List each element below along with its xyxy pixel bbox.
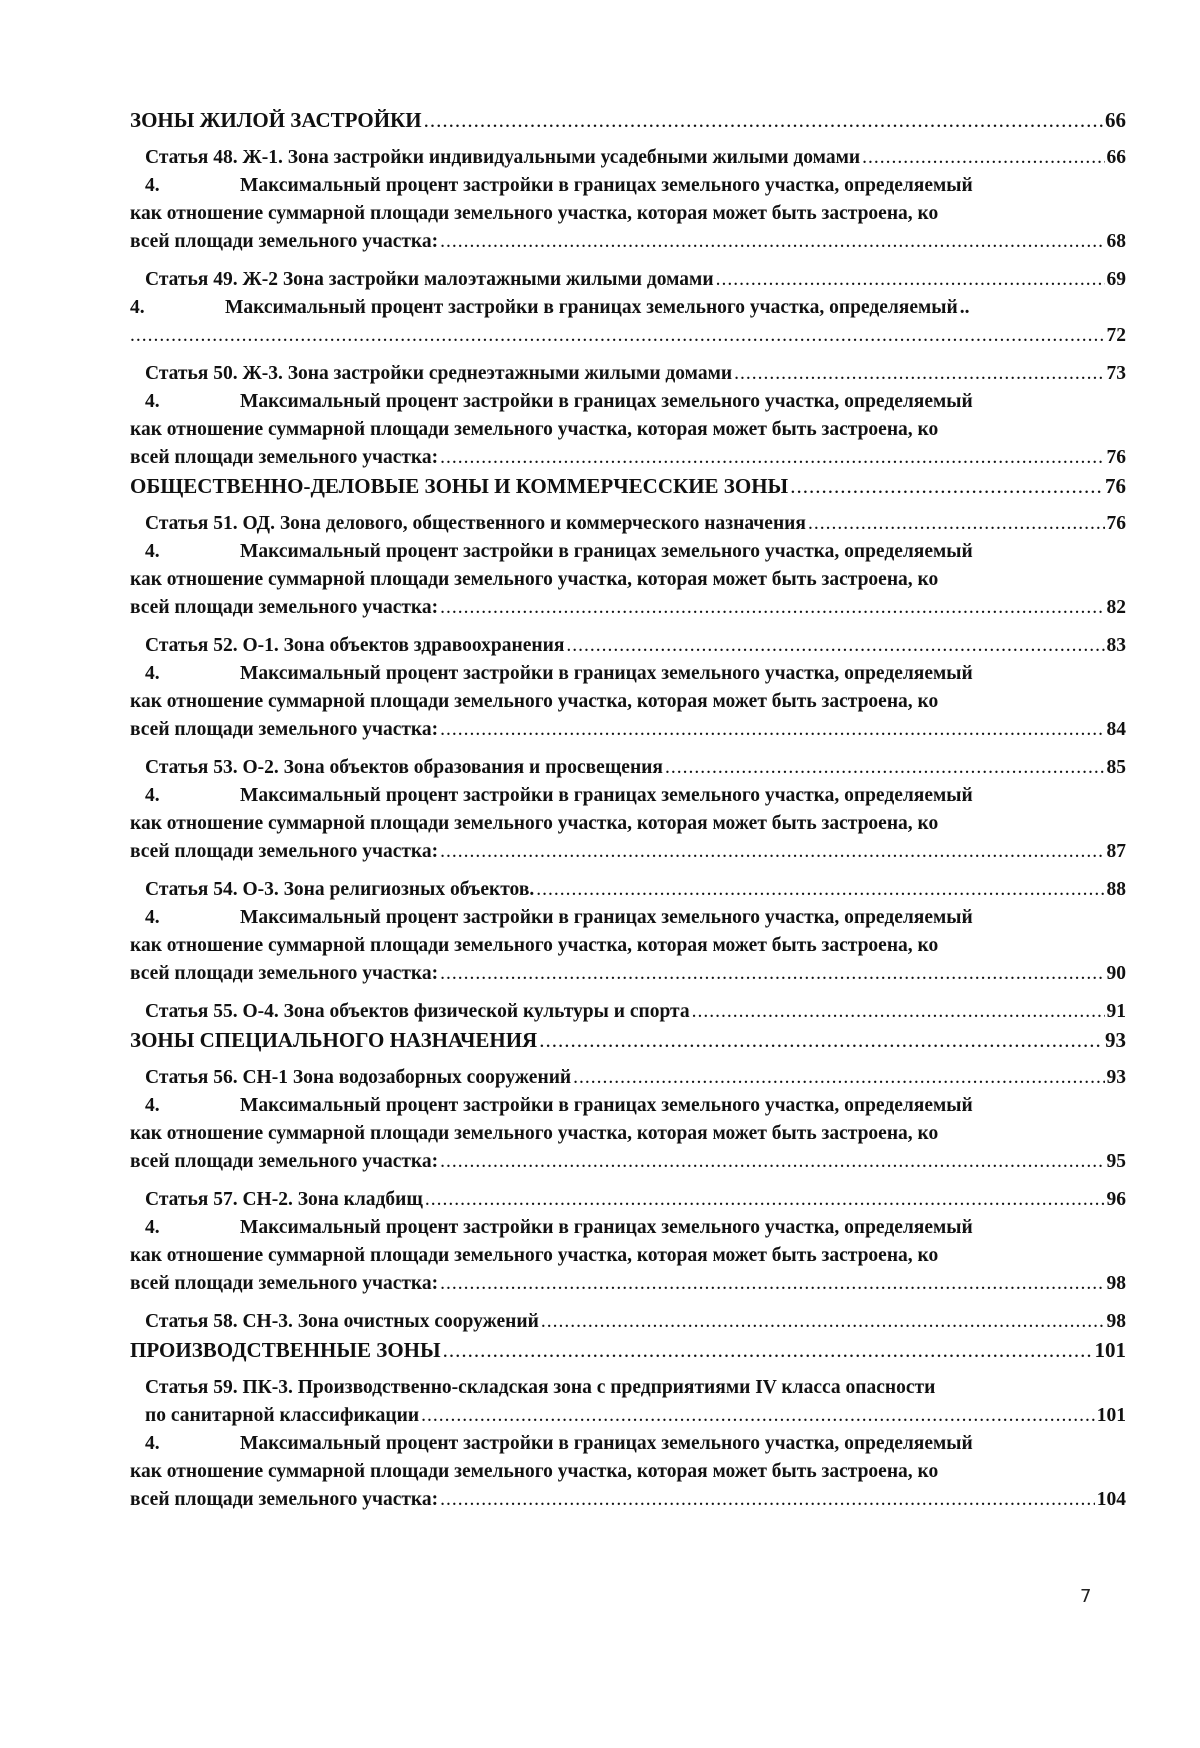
dot-leader xyxy=(536,876,1104,904)
toc-item-text-line3: всей площади земельного участка: xyxy=(130,231,439,252)
toc-entry-title: Статья 57. СН-2. Зона кладбищ xyxy=(145,1189,423,1210)
toc-item-text-line3: всей площади земельного участка: xyxy=(130,447,439,468)
toc-page-number: 76 xyxy=(1105,474,1126,498)
toc-item-text-line1: Максимальный процент застройки в границах земельного участка, определяемый xyxy=(240,663,973,684)
toc-article-54[interactable] xyxy=(130,876,1126,904)
toc-item-text-line3: всей площади земельного участка: xyxy=(130,597,439,618)
toc-entry-title: Статья 51. ОД. Зона делового, общественного и коммерческого назначения xyxy=(145,513,806,534)
toc-item-text-line2: как отношение суммарной площади земельного участка, которая может быть застроена, ко xyxy=(130,1123,939,1144)
toc-page-number: 83 xyxy=(1106,635,1126,656)
toc-page-number: 104 xyxy=(1096,1489,1126,1510)
dot-leader xyxy=(440,444,1104,472)
toc-page-number: 91 xyxy=(1106,1001,1126,1022)
toc-page-number: 98 xyxy=(1106,1311,1126,1332)
toc-item-text-line1: Максимальный процент застройки в границах земельного участка, определяемый xyxy=(240,785,973,806)
dot-leader xyxy=(862,144,1104,172)
toc-item-53-4[interactable] xyxy=(130,782,1126,866)
dot-leader xyxy=(734,360,1104,388)
dot-leader xyxy=(440,594,1104,622)
toc-entry-title-line2: по санитарной классификации xyxy=(145,1405,420,1426)
toc-item-text-line2: как отношение суммарной площади земельного участка, которая может быть застроена, ко xyxy=(130,1245,939,1266)
dot-leader xyxy=(424,106,1103,134)
toc-page-number: 101 xyxy=(1094,1338,1126,1362)
toc-item-54-4[interactable] xyxy=(130,904,1126,988)
toc-entry-title: ПРОИЗВОДСТВЕННЫЕ ЗОНЫ xyxy=(130,1338,441,1362)
toc-item-52-4[interactable] xyxy=(130,660,1126,744)
toc-entry-title: Статья 56. СН-1 Зона водозаборных сооружений xyxy=(145,1067,572,1088)
toc-item-text-line3: всей площади земельного участка: xyxy=(130,963,439,984)
dot-leader xyxy=(425,1186,1105,1214)
toc-item-text-line1: Максимальный процент застройки в границах земельного участка, определяемый xyxy=(240,1217,973,1238)
toc-article-57[interactable] xyxy=(130,1186,1126,1214)
toc-item-text-line1: Максимальный процент застройки в границах земельного участка, определяемый xyxy=(240,1095,973,1116)
toc-article-51[interactable] xyxy=(130,510,1126,538)
toc-item-text-line1: Максимальный процент застройки в границах земельного участка, определяемый xyxy=(240,175,973,196)
toc-item-text-line2: как отношение суммарной площади земельного участка, которая может быть застроена, ко xyxy=(130,813,939,834)
toc-page-number: 93 xyxy=(1106,1067,1126,1088)
toc-item-text-line1: Максимальный процент застройки в границах земельного участка, определяемый xyxy=(225,297,958,318)
dot-leader xyxy=(440,1486,1095,1514)
toc-entry-title: ЗОНЫ СПЕЦИАЛЬНОГО НАЗНАЧЕНИЯ xyxy=(130,1028,538,1052)
toc-page-number: 85 xyxy=(1106,757,1126,778)
dot-leader xyxy=(716,266,1105,294)
dot-leader xyxy=(440,716,1104,744)
toc-item-number: 4. xyxy=(145,1095,160,1116)
toc-item-text-line3: всей площади земельного участка: xyxy=(130,841,439,862)
toc-item-51-4[interactable] xyxy=(130,538,1126,622)
toc-article-58[interactable] xyxy=(130,1308,1126,1336)
dot-leader xyxy=(440,960,1104,988)
toc-entry-title: ОБЩЕСТВЕННО-ДЕЛОВЫЕ ЗОНЫ И КОММЕРЧЕССКИЕ ЗОНЫ xyxy=(130,474,789,498)
toc-page-number: 69 xyxy=(1106,269,1126,290)
toc-page-number: 84 xyxy=(1106,719,1126,740)
toc-item-text-line2: как отношение суммарной площади земельного участка, которая может быть застроена, ко xyxy=(130,935,939,956)
toc-item-56-4[interactable] xyxy=(130,1092,1126,1176)
dot-leader xyxy=(541,1308,1105,1336)
toc-entry-title: Статья 55. О-4. Зона объектов физической культуры и спорта xyxy=(145,1001,690,1022)
toc-entry-title: Статья 50. Ж-3. Зона застройки среднеэтажными жилыми домами xyxy=(145,363,733,384)
toc-item-text-line1: Максимальный процент застройки в границах земельного участка, определяемый xyxy=(240,391,973,412)
toc-item-text-line2: как отношение суммарной площади земельного участка, которая может быть застроена, ко xyxy=(130,569,939,590)
dot-leader xyxy=(440,1270,1104,1298)
toc-item-number: 4. xyxy=(145,175,160,196)
toc-item-text-line2: как отношение суммарной площади земельного участка, которая может быть застроена, ко xyxy=(130,203,939,224)
toc-page-number: 72 xyxy=(1106,325,1126,346)
toc-item-57-4[interactable] xyxy=(130,1214,1126,1298)
dot-leader xyxy=(440,838,1104,866)
toc-article-49[interactable] xyxy=(130,266,1126,294)
toc-entry-title-line1: Статья 59. ПК-3. Производственно-складская зона с предприятиями IV класса опасности xyxy=(145,1377,936,1398)
toc-item-number: 4. xyxy=(130,297,145,318)
toc-item-text-line2: как отношение суммарной площади земельного участка, которая может быть застроена, ко xyxy=(130,419,939,440)
toc-page-number: 101 xyxy=(1096,1405,1126,1426)
toc-section-residential[interactable] xyxy=(130,106,1126,134)
toc-item-50-4[interactable] xyxy=(130,388,1126,472)
toc-item-number: 4. xyxy=(145,907,160,928)
toc-page-number: 76 xyxy=(1106,447,1126,468)
toc-item-ellipsis: .. xyxy=(959,297,970,318)
toc-page-number: 82 xyxy=(1106,597,1126,618)
toc-article-52[interactable] xyxy=(130,632,1126,660)
toc-page-number: 98 xyxy=(1106,1273,1126,1294)
toc-section-industrial[interactable] xyxy=(130,1336,1126,1364)
toc-item-number: 4. xyxy=(145,663,160,684)
toc-item-text-line1: Максимальный процент застройки в границах земельного участка, определяемый xyxy=(240,907,973,928)
toc-item-number: 4. xyxy=(145,391,160,412)
dot-leader xyxy=(790,472,1103,500)
toc-page-number: 95 xyxy=(1106,1151,1126,1172)
dot-leader xyxy=(130,322,1105,350)
dot-leader xyxy=(573,1064,1104,1092)
toc-entry-title: Статья 48. Ж-1. Зона застройки индивидуальными усадебными жилыми домами xyxy=(145,147,861,168)
toc-item-number: 4. xyxy=(145,785,160,806)
toc-page-number: 90 xyxy=(1106,963,1126,984)
toc-entry-title: Статья 54. О-3. Зона религиозных объектов. xyxy=(145,879,535,900)
toc-entry-title: ЗОНЫ ЖИЛОЙ ЗАСТРОЙКИ xyxy=(130,108,422,132)
dot-leader xyxy=(421,1402,1095,1430)
toc-item-text-line3: всей площади земельного участка: xyxy=(130,1151,439,1172)
toc-item-text-line3: всей площади земельного участка: xyxy=(130,719,439,740)
toc-item-48-4[interactable] xyxy=(130,172,1126,256)
dot-leader xyxy=(443,1336,1093,1364)
toc-item-text-line1: Максимальный процент застройки в границах земельного участка, определяемый xyxy=(240,541,973,562)
table-of-contents xyxy=(130,106,1126,1514)
toc-article-56[interactable] xyxy=(130,1064,1126,1092)
toc-page-number: 87 xyxy=(1106,841,1126,862)
toc-page-number: 73 xyxy=(1106,363,1126,384)
dot-leader xyxy=(440,228,1104,256)
toc-item-text-line2: как отношение суммарной площади земельного участка, которая может быть застроена, ко xyxy=(130,691,939,712)
toc-page-number: 68 xyxy=(1106,231,1126,252)
dot-leader xyxy=(692,998,1105,1026)
toc-section-special-purpose[interactable] xyxy=(130,1026,1126,1054)
toc-item-text-line3: всей площади земельного участка: xyxy=(130,1489,439,1510)
toc-article-53[interactable] xyxy=(130,754,1126,782)
footer-page-number: 7 xyxy=(1080,1586,1092,1607)
toc-item-number: 4. xyxy=(145,1433,160,1454)
toc-entry-title: Статья 58. СН-3. Зона очистных сооружений xyxy=(145,1311,539,1332)
toc-article-59[interactable] xyxy=(130,1374,1126,1430)
toc-article-55[interactable] xyxy=(130,998,1126,1026)
toc-item-number: 4. xyxy=(145,1217,160,1238)
dot-leader xyxy=(440,1148,1104,1176)
toc-page-number: 93 xyxy=(1105,1028,1126,1052)
dot-leader xyxy=(808,510,1105,538)
toc-item-59-4[interactable] xyxy=(130,1430,1126,1514)
toc-page-number: 66 xyxy=(1105,108,1126,132)
toc-item-text-line2: как отношение суммарной площади земельного участка, которая может быть застроена, ко xyxy=(130,1461,939,1482)
toc-item-number: 4. xyxy=(145,541,160,562)
dot-leader xyxy=(566,632,1104,660)
toc-entry-title: Статья 53. О-2. Зона объектов образования и просвещения xyxy=(145,757,663,778)
toc-section-public-business[interactable] xyxy=(130,472,1126,500)
dot-leader xyxy=(665,754,1105,782)
dot-leader xyxy=(539,1026,1103,1054)
toc-page-number: 66 xyxy=(1106,147,1126,168)
toc-entry-title: Статья 52. О-1. Зона объектов здравоохранения xyxy=(145,635,565,656)
toc-article-48[interactable] xyxy=(130,144,1126,172)
toc-page-number: 88 xyxy=(1106,879,1126,900)
toc-item-49-4[interactable] xyxy=(130,294,1126,350)
toc-item-text-line3: всей площади земельного участка: xyxy=(130,1273,439,1294)
toc-entry-title: Статья 49. Ж-2 Зона застройки малоэтажными жилыми домами xyxy=(145,269,714,290)
toc-article-50[interactable] xyxy=(130,360,1126,388)
toc-page-number: 96 xyxy=(1106,1189,1126,1210)
toc-item-text-line1: Максимальный процент застройки в границах земельного участка, определяемый xyxy=(240,1433,973,1454)
toc-page-number: 76 xyxy=(1106,513,1126,534)
